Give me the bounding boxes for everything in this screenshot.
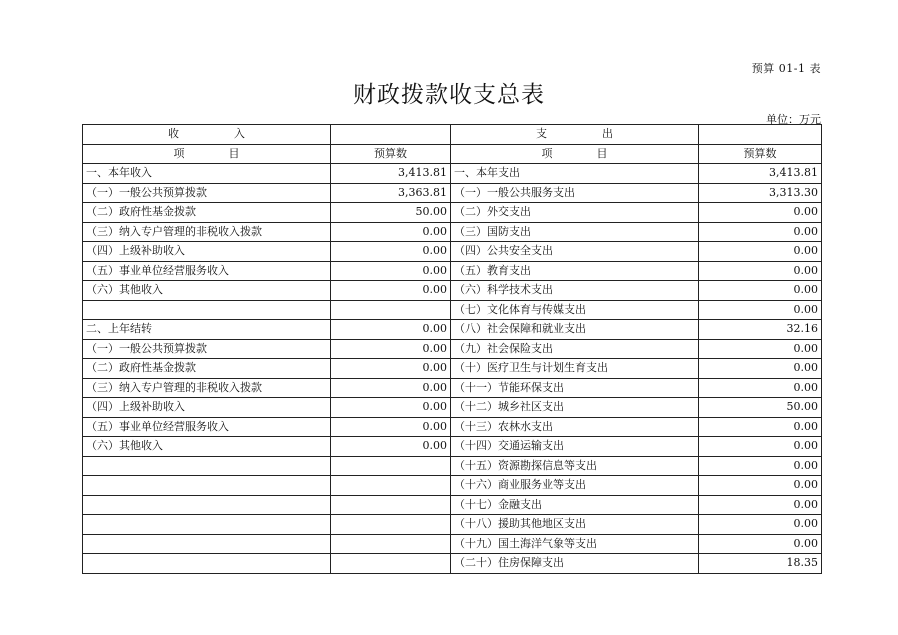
expense-item-cell: （十八）援助其他地区支出 (451, 515, 699, 535)
expense-item-cell: （十九）国土海洋气象等支出 (451, 534, 699, 554)
table-row (83, 398, 822, 418)
income-item-cell: （四）上级补助收入 (83, 242, 331, 262)
income-item-cell (83, 456, 331, 476)
expense-item-cell: （二）外交支出 (451, 203, 699, 223)
income-value-cell: 3,413.81 (331, 164, 451, 184)
income-item-cell: （六）其他收入 (83, 281, 331, 301)
income-value-cell: 50.00 (331, 203, 451, 223)
table-row (83, 437, 822, 457)
page-title: 财政拨款收支总表 (353, 82, 545, 108)
table-row (83, 456, 822, 476)
income-value-cell (331, 300, 451, 320)
table-row (83, 515, 822, 535)
income-value-cell: 0.00 (331, 359, 451, 379)
expense-item-header: 项 目 (451, 144, 699, 164)
income-item-cell: （一）一般公共预算拨款 (83, 183, 331, 203)
income-item-cell (83, 495, 331, 515)
table-row (83, 534, 822, 554)
expense-value-cell: 0.00 (699, 222, 822, 242)
table-row (83, 242, 822, 262)
income-value-cell: 0.00 (331, 417, 451, 437)
expense-value-cell: 0.00 (699, 456, 822, 476)
expense-value-cell: 0.00 (699, 339, 822, 359)
expense-item-cell: （十四）交通运输支出 (451, 437, 699, 457)
income-value-cell: 0.00 (331, 222, 451, 242)
income-item-cell (83, 534, 331, 554)
table-row (83, 378, 822, 398)
table-row (83, 417, 822, 437)
income-item-cell: （五）事业单位经营服务收入 (83, 417, 331, 437)
income-item-cell (83, 515, 331, 535)
expense-item-cell: （十三）农林水支出 (451, 417, 699, 437)
table-row (83, 281, 822, 301)
income-header-blank (331, 125, 451, 145)
income-value-cell (331, 534, 451, 554)
table-row (83, 554, 822, 574)
table-row (83, 320, 822, 340)
expense-value-cell: 0.00 (699, 261, 822, 281)
budget-table-body (83, 125, 822, 574)
expense-value-cell: 3,313.30 (699, 183, 822, 203)
expense-item-cell: 一、本年支出 (451, 164, 699, 184)
table-row (83, 359, 822, 379)
budget-table (82, 124, 822, 574)
table-row (83, 495, 822, 515)
expense-value-cell: 0.00 (699, 437, 822, 457)
income-item-cell (83, 300, 331, 320)
income-value-cell: 0.00 (331, 398, 451, 418)
expense-item-cell: （六）科学技术支出 (451, 281, 699, 301)
expense-item-cell: （十六）商业服务业等支出 (451, 476, 699, 496)
table-row (83, 183, 822, 203)
table-row (83, 164, 822, 184)
expense-value-cell: 0.00 (699, 417, 822, 437)
expense-item-cell: （十七）金融支出 (451, 495, 699, 515)
expense-item-cell: （四）公共安全支出 (451, 242, 699, 262)
income-item-cell (83, 554, 331, 574)
expense-value-cell: 0.00 (699, 515, 822, 535)
income-item-cell: （二）政府性基金拨款 (83, 359, 331, 379)
header-row-sections (83, 125, 822, 145)
expense-item-cell: （一）一般公共服务支出 (451, 183, 699, 203)
income-value-cell: 3,363.81 (331, 183, 451, 203)
expense-item-cell: （五）教育支出 (451, 261, 699, 281)
header-row-columns (83, 144, 822, 164)
income-item-cell: （三）纳入专户管理的非税收入拨款 (83, 222, 331, 242)
expense-value-cell: 0.00 (699, 476, 822, 496)
income-item-cell: 一、本年收入 (83, 164, 331, 184)
income-value-cell (331, 456, 451, 476)
income-item-cell: （二）政府性基金拨款 (83, 203, 331, 223)
income-item-header: 项 目 (83, 144, 331, 164)
income-value-cell: 0.00 (331, 339, 451, 359)
table-row (83, 203, 822, 223)
expense-item-cell: （八）社会保障和就业支出 (451, 320, 699, 340)
expense-value-cell: 0.00 (699, 495, 822, 515)
table-row (83, 300, 822, 320)
expense-item-cell: （三）国防支出 (451, 222, 699, 242)
expense-header-blank (699, 125, 822, 145)
income-value-cell: 0.00 (331, 281, 451, 301)
expense-value-cell: 50.00 (699, 398, 822, 418)
expense-value-cell: 0.00 (699, 242, 822, 262)
income-value-cell: 0.00 (331, 261, 451, 281)
expense-value-cell: 0.00 (699, 359, 822, 379)
income-item-cell: （一）一般公共预算拨款 (83, 339, 331, 359)
table-row (83, 261, 822, 281)
expense-header: 支 出 (451, 125, 699, 145)
income-header: 收 入 (83, 125, 331, 145)
income-value-cell (331, 554, 451, 574)
table-row (83, 222, 822, 242)
expense-value-cell: 0.00 (699, 378, 822, 398)
income-value-cell: 0.00 (331, 320, 451, 340)
table-row (83, 339, 822, 359)
income-value-cell (331, 495, 451, 515)
unit-label: 单位：万元 (766, 113, 821, 126)
expense-value-cell: 32.16 (699, 320, 822, 340)
income-item-cell: 二、上年结转 (83, 320, 331, 340)
income-item-cell: （五）事业单位经营服务收入 (83, 261, 331, 281)
expense-item-cell: （九）社会保险支出 (451, 339, 699, 359)
expense-value-cell: 18.35 (699, 554, 822, 574)
form-number: 预算 01-1 表 (751, 62, 821, 75)
income-item-cell: （六）其他收入 (83, 437, 331, 457)
expense-value-cell: 3,413.81 (699, 164, 822, 184)
income-value-cell: 0.00 (331, 437, 451, 457)
expense-item-cell: （十五）资源勘探信息等支出 (451, 456, 699, 476)
income-item-cell: （四）上级补助收入 (83, 398, 331, 418)
income-item-cell (83, 476, 331, 496)
table-row (83, 476, 822, 496)
income-item-cell: （三）纳入专户管理的非税收入拨款 (83, 378, 331, 398)
income-budget-header: 预算数 (331, 144, 451, 164)
income-value-cell: 0.00 (331, 378, 451, 398)
expense-value-cell: 0.00 (699, 281, 822, 301)
expense-value-cell: 0.00 (699, 534, 822, 554)
expense-item-cell: （十）医疗卫生与计划生育支出 (451, 359, 699, 379)
expense-budget-header: 预算数 (699, 144, 822, 164)
income-value-cell (331, 476, 451, 496)
expense-value-cell: 0.00 (699, 300, 822, 320)
expense-item-cell: （十一）节能环保支出 (451, 378, 699, 398)
expense-value-cell: 0.00 (699, 203, 822, 223)
expense-item-cell: （二十）住房保障支出 (451, 554, 699, 574)
income-value-cell: 0.00 (331, 242, 451, 262)
expense-item-cell: （十二）城乡社区支出 (451, 398, 699, 418)
expense-item-cell: （七）文化体育与传媒支出 (451, 300, 699, 320)
income-value-cell (331, 515, 451, 535)
